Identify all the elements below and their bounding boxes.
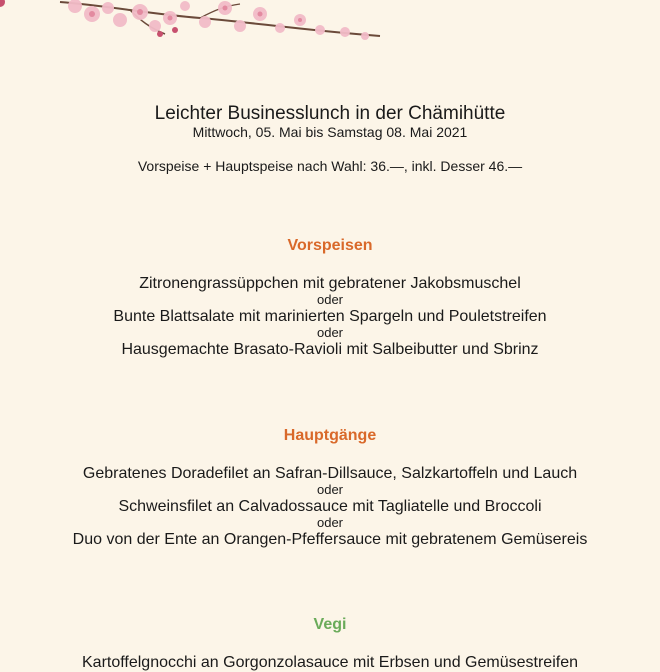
section-heading-vegi: Vegi (313, 616, 347, 633)
section-vegi (0, 615, 660, 672)
section-heading-hauptgaenge: Hauptgänge (283, 427, 377, 444)
dish-item: Kartoffelgnocchi an Gorgonzolasauce mit Erbsen und Gemüsestreifen (82, 654, 578, 671)
dish-item: Bunte Blattsalate mit marinierten Spargeln und Pouletstreifen (113, 308, 547, 325)
or-separator: oder (316, 292, 344, 307)
cherry-blossom-decoration (0, 0, 400, 42)
dish-item: Schweinsfilet an Calvadossauce mit Tagliatelle und Broccoli (118, 498, 542, 515)
or-separator: oder (316, 482, 344, 497)
or-separator: oder (316, 515, 344, 530)
price-info: Vorspeise + Hauptspeise nach Wahl: 36.—, inkl. Desser 46.— (137, 158, 523, 174)
date-range: Mittwoch, 05. Mai bis Samstag 08. Mai 2021 (192, 124, 468, 140)
section-hauptgaenge (0, 426, 660, 549)
dish-item: Duo von der Ente an Orangen-Pfeffersauce mit gebratenem Gemüsereis (72, 531, 588, 548)
dish-item: Gebratenes Doradefilet an Safran-Dillsauce, Salzkartoffeln und Lauch (82, 465, 578, 482)
or-separator: oder (316, 325, 344, 340)
page-title: Leichter Businesslunch in der Chämihütte (154, 103, 506, 124)
section-vorspeisen (0, 236, 660, 359)
section-heading-vorspeisen: Vorspeisen (287, 237, 373, 254)
dish-item: Hausgemachte Brasato-Ravioli mit Salbeibutter und Sbrinz (121, 341, 539, 358)
dish-item: Zitronengrassüppchen mit gebratener Jakobsmuschel (139, 275, 521, 292)
